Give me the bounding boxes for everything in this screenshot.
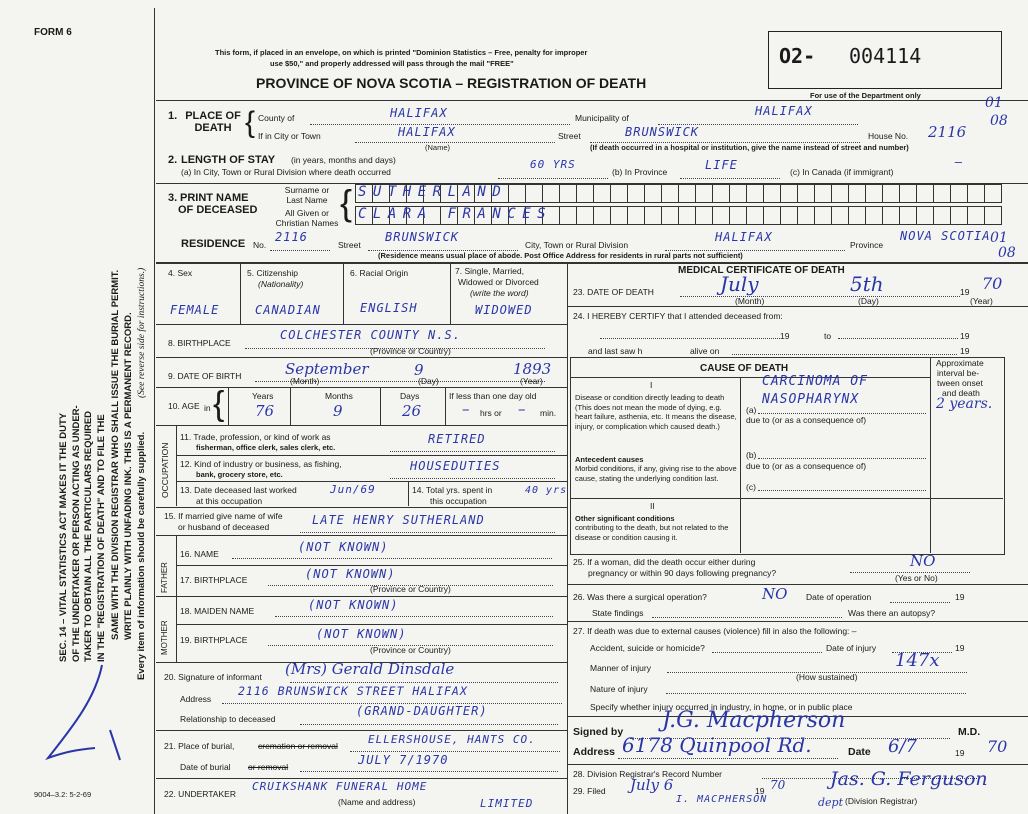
rule (680, 296, 960, 297)
preg-label-1: 25. If a woman, did the death occur either during (573, 557, 756, 567)
envelope-note-1: This form, if placed in an envelope, on which is printed "Dominion Statistics – Free, penalty for improper (215, 48, 588, 57)
filed-label: 29. Filed (573, 786, 606, 796)
residence-no: 2116 (275, 230, 308, 244)
stay-label: LENGTH OF STAY (181, 154, 276, 166)
industry-label-1: 12. Kind of industry or business, as fishing, (180, 459, 342, 469)
rule (666, 693, 966, 694)
rule (300, 724, 558, 725)
rule (680, 178, 780, 179)
date-nineteen: 19 (955, 748, 965, 758)
residence-label: RESIDENCE (181, 238, 246, 250)
marital-label-3: (write the word) (470, 288, 529, 298)
medical-header: MEDICAL CERTIFICATE OF DEATH (678, 265, 845, 276)
house-label: House No. (868, 131, 909, 141)
rule (567, 306, 1028, 307)
marital-label-1: 7. Single, Married, (455, 266, 524, 276)
rule (270, 250, 330, 251)
rule (156, 535, 567, 536)
manner-value: 147x (895, 650, 940, 671)
mother-birth-label: 19. BIRTHPLACE (180, 635, 248, 645)
dob-day-hint: (Day) (418, 376, 439, 386)
age-label: 10. AGE (168, 401, 200, 411)
place-num: 1. (168, 110, 178, 122)
form-title: PROVINCE OF NOVA SCOTIA – REGISTRATION OF DEATH (256, 75, 647, 91)
city-label: If in City or Town (258, 131, 321, 141)
mother-name-value: (NOT KNOWN) (308, 598, 399, 612)
hrs-or-label: hrs or (480, 408, 502, 418)
findings-label: State findings (592, 608, 644, 618)
months-value: 9 (333, 402, 343, 420)
rule (290, 682, 558, 683)
rule (712, 652, 822, 653)
due-to-2: due to (or as a consequence of) (746, 461, 867, 471)
cause-a-label: (a) (746, 405, 757, 415)
citizenship-label: 5. Citizenship (247, 268, 299, 278)
stay-c-label: (c) In Canada (if immigrant) (790, 167, 894, 177)
relationship-label: Relationship to deceased (180, 714, 276, 724)
rule (390, 451, 555, 452)
signed-value: J.G. Macpherson (662, 708, 846, 733)
burial-date: JULY 7/1970 (358, 753, 449, 767)
residence-province-label: Province (850, 240, 884, 250)
margin-checkmark (40, 660, 130, 770)
dod-year: 70 (982, 274, 1003, 293)
citizenship-hint: (Nationality) (258, 279, 304, 289)
days-label: Days (400, 391, 420, 401)
rule (176, 535, 177, 662)
mother-prov-hint: (Province or Country) (370, 645, 451, 655)
father-prov-hint: (Province or Country) (370, 584, 451, 594)
side-instructions (58, 405, 108, 662)
burial-cremation: cremation or removal (258, 741, 338, 751)
rule (380, 387, 381, 425)
date-op-label: Date of operation (806, 592, 872, 602)
father-name-label: 16. NAME (180, 549, 219, 559)
antecedent-desc: Morbid conditions, if any, giving rise to the above cause, stating the underlying condition last. (575, 464, 737, 483)
registrar-signature: Jas. G. Ferguson (830, 768, 988, 790)
interval-label-2: interval be- (937, 368, 980, 378)
rule (176, 481, 567, 482)
given-value: CLARA FRANCES (358, 206, 553, 222)
certify-nineteen-2: 19 (960, 331, 970, 341)
rule (156, 730, 567, 731)
md-label: M.D. (958, 726, 981, 738)
filed-value: July 6 (630, 776, 674, 794)
direct-label: Disease or condition directly leading to death (This does not mean the mode of dying, e.g. heart failure, asthenia, etc. It means the disease, injury, or complication which caused death.) (575, 393, 737, 431)
rule (156, 357, 567, 358)
rule (567, 584, 1028, 585)
certify-label: 24. I HEREBY CERTIFY that I attended deceased from: (573, 311, 783, 321)
less-day-label: If less than one day old (449, 391, 537, 401)
cause-header: CAUSE OF DEATH (700, 363, 789, 374)
last-saw-label: and last saw h (588, 346, 643, 356)
rule (275, 616, 553, 617)
residence-city: HALIFAX (715, 230, 773, 244)
city-value: HALIFAX (398, 125, 456, 139)
municipality-label: Municipality of (575, 113, 629, 123)
trade-value: RETIRED (428, 432, 486, 446)
dod-month: July (720, 272, 759, 296)
place-code-2: 08 (990, 113, 1008, 129)
dept-signature-note: dept (818, 796, 844, 809)
stay-hint: (in years, months and days) (291, 155, 396, 165)
surname-label-2: Last Name (286, 195, 328, 205)
date-year: 70 (987, 737, 1008, 756)
other-label: Other significant conditions (575, 514, 675, 523)
rule (228, 387, 229, 425)
spouse-value: LATE HENRY SUTHERLAND (312, 513, 485, 527)
burial-place: ELLERSHOUSE, HANTS CO. (368, 733, 536, 746)
roman-1: I (650, 380, 653, 390)
days-value: 26 (402, 402, 422, 420)
dod-label: 23. DATE OF DEATH (573, 287, 654, 297)
rule (300, 532, 555, 533)
surgery-label: 26. Was there a surgical operation? (573, 592, 707, 602)
rule (343, 262, 344, 324)
mother-side-label: MOTHER (160, 620, 169, 655)
side-line-2: OF THE UNDERTAKER OR PERSON ACTING AS UNDER- (70, 405, 82, 662)
rule (355, 142, 555, 143)
how-sustained: (How sustained) (796, 672, 858, 682)
address-value: 6178 Quinpool Rd. (622, 733, 812, 757)
autopsy-label: Was there an autopsy? (848, 608, 936, 618)
rule (232, 558, 552, 559)
side-line-7: (See reverse side for instructions.) (137, 267, 147, 398)
rule (390, 478, 555, 479)
interval-label-1: Approximate (936, 358, 984, 368)
roman-2: II (650, 501, 655, 511)
rule (240, 262, 241, 324)
dod-year-hint: (Year) (970, 296, 993, 306)
mother-birth-value: (NOT KNOWN) (316, 627, 407, 641)
address-label: Address (573, 746, 616, 758)
industry-label-2: bank, grocery store, etc. (196, 470, 283, 479)
side-line-4: IN THE "REGISTRATION OF DEATH" AND TO FILE THE (95, 414, 107, 662)
years-value: 76 (255, 402, 275, 420)
interval-label-3: tween onset (937, 378, 983, 388)
birthplace-hint: (Province or Country) (370, 346, 451, 356)
rule (156, 262, 1028, 264)
burial-place-label: 21. Place of burial, (164, 741, 235, 751)
filed-year: 70 (770, 778, 786, 792)
informant-sig-label: 20. Signature of informant (164, 672, 262, 682)
last-worked-value: Jun/69 (330, 483, 376, 496)
stay-a-value: 60 YRS (530, 158, 576, 171)
manner-label: Manner of injury (590, 663, 651, 673)
alive-nineteen: 19 (960, 346, 970, 356)
residence-street: BRUNSWICK (385, 230, 460, 244)
dod-day: 5th (850, 272, 884, 296)
surname-value: SUTHERLAND (358, 184, 508, 200)
birthplace-label: 8. BIRTHPLACE (168, 338, 231, 348)
county-value: HALIFAX (390, 106, 448, 120)
father-side-label: FATHER (160, 562, 169, 593)
certify-to: to (824, 331, 832, 341)
rule (740, 377, 741, 553)
yes-no-hint: (Yes or No) (895, 573, 938, 583)
rule (758, 413, 926, 414)
rule (445, 387, 446, 425)
dob-day: 9 (414, 361, 424, 379)
rule (758, 458, 926, 459)
min-label: min. (540, 408, 557, 418)
dob-label: 9. DATE OF BIRTH (168, 371, 242, 381)
name-hint: (Name) (425, 143, 451, 152)
undertaker-value-2: LIMITED (480, 797, 534, 810)
burial-or-removal: or removal (248, 762, 289, 772)
trade-label-1: 11. Trade, profession, or kind of work as (180, 432, 331, 442)
name-brace: { (340, 182, 353, 223)
rule (567, 621, 1028, 622)
side-line-3: TAKER TO OBTAIN ALL THE PARTICULARS REQUIRED (83, 410, 94, 662)
citizenship-value: CANADIAN (255, 303, 321, 317)
registration-prefix: O2- (779, 44, 816, 68)
name-label-1: PRINT NAME (180, 192, 249, 204)
name-num: 3. (168, 192, 178, 204)
rule (570, 498, 1003, 499)
father-birth-value: (NOT KNOWN) (305, 567, 396, 581)
rule (618, 758, 838, 759)
sex-label: 4. Sex (168, 268, 193, 278)
preg-value: NO (910, 552, 936, 570)
trade-label-2: fisherman, office clerk, sales clerk, etc. (196, 443, 336, 452)
informant-sig: (Mrs) Gerald Dinsdale (285, 660, 455, 678)
surgery-nineteen: 19 (955, 592, 965, 602)
nature-label: Nature of injury (590, 684, 648, 694)
age-brace: { (213, 385, 225, 423)
place-brace: { (245, 106, 256, 139)
rule (176, 425, 177, 506)
registration-number-box (768, 31, 1002, 89)
racial-value: ENGLISH (360, 301, 418, 315)
residence-street-label: Street (338, 240, 361, 250)
rule (570, 377, 930, 378)
residence-city-label: City, Town or Rural Division (525, 240, 629, 250)
cause-b-label: (b) (746, 450, 757, 460)
rule (567, 764, 1028, 765)
house-value: 2116 (928, 123, 967, 141)
injury-date-label: Date of injury (826, 643, 877, 653)
min-dash: – (518, 400, 526, 418)
residence-code: 01 (990, 230, 1008, 246)
side-line-1: SEC. 14 – VITAL STATISTICS ACT MAKES IT THE DUTY (58, 412, 69, 662)
stay-c-value: – (955, 155, 964, 169)
mother-name-label: 18. MAIDEN NAME (180, 606, 255, 616)
rule (156, 778, 567, 779)
registrar-hint: (Division Registrar) (845, 796, 918, 806)
rule (652, 617, 842, 618)
rule (890, 602, 950, 603)
rule (930, 357, 931, 553)
form-number: FORM 6 (34, 27, 72, 38)
date-value: 6/7 (888, 736, 917, 757)
rule (408, 481, 409, 506)
burial-date-label: Date of burial (180, 762, 231, 772)
filed-nineteen: 19 (755, 786, 765, 796)
cause-a-interval: 2 years. (936, 396, 993, 412)
rule (758, 490, 926, 491)
rule (732, 354, 957, 355)
given-label-1: All Given or (285, 208, 329, 218)
stay-b-value: LIFE (705, 158, 738, 172)
occupation-side-label: OCCUPATION (160, 442, 170, 498)
rule (600, 338, 780, 339)
rule (176, 624, 567, 625)
last-worked-label-2: at this occupation (196, 496, 263, 506)
rule (156, 425, 567, 426)
given-label-2: Christian Names (275, 218, 339, 228)
informant-address: 2116 BRUNSWICK STREET HALIFAX (238, 684, 468, 698)
dod-day-hint: (Day) (858, 296, 879, 306)
residence-note: (Residence means usual place of abode. Post Office Address for residents in rural parts not sufficient) (378, 251, 743, 260)
accident-label: Accident, suicide or homicide? (590, 643, 705, 653)
total-years-label-1: 14. Total yrs. spent in (412, 485, 493, 495)
spouse-label-2: or husband of deceased (178, 522, 270, 532)
residence-province: NOVA SCOTIA (900, 229, 991, 243)
stay-num: 2. (168, 154, 178, 166)
side-instructions-2 (110, 270, 135, 640)
marital-label-2: Widowed or Divorced (458, 277, 539, 287)
side-line-6: WRITE PLAINLY WITH UNFADING INK. THIS IS A PERMANENT RECORD. (122, 312, 134, 640)
side-line-5: SAME WITH THE DIVISION REGISTRAR WHO SHALL ISSUE THE BURIAL PERMIT. (110, 269, 121, 640)
rule (498, 178, 608, 179)
marital-value: WIDOWED (475, 303, 533, 317)
record-number-label: 28. Division Registrar's Record Number (573, 769, 723, 779)
informant-address-label: Address (180, 694, 212, 704)
undertaker-label: 22. UNDERTAKER (164, 789, 236, 799)
certify-nineteen-1: 19 (780, 331, 790, 341)
street-value: BRUNSWICK (625, 125, 700, 139)
cause-a-value-1: CARCINOMA OF (762, 374, 868, 389)
dod-nineteen: 19 (960, 287, 970, 297)
date-label: Date (848, 746, 871, 758)
total-years-value: 40 yrs (525, 485, 568, 496)
stay-b-label: (b) In Province (612, 167, 668, 177)
total-years-label-2: this occupation (430, 496, 487, 506)
injury-nineteen: 19 (955, 643, 965, 653)
registration-number: 004114 (849, 44, 922, 68)
stay-a-label: (a) In City, Town or Rural Division where death occurred (181, 167, 391, 177)
dept-signature: I. MACPHERSON (676, 794, 768, 805)
father-name-value: (NOT KNOWN) (298, 540, 389, 554)
undertaker-hint: (Name and address) (338, 797, 416, 807)
department-use-label: For use of the Department only (810, 91, 921, 100)
hospital-note: (If death occurred in a hospital or institution, give the name instead of street and number) (590, 143, 909, 152)
last-worked-label-1: 13. Date deceased last worked (180, 485, 297, 495)
undertaker-value: CRUIKSHANK FUNERAL HOME (252, 780, 428, 793)
rule (156, 324, 567, 325)
column-divider (567, 262, 568, 814)
rule (838, 338, 958, 339)
surname-label-1: Surname or (284, 185, 330, 195)
place-code: 01 (985, 95, 1003, 111)
industry-value: HOUSEDUTIES (410, 459, 501, 473)
preg-label-2: pregnancy or within 90 days following pregnancy? (588, 568, 777, 578)
relationship-value: (GRAND-DAUGHTER) (356, 704, 488, 718)
signed-label: Signed by (573, 726, 624, 738)
surgery-value: NO (762, 585, 788, 603)
external-label: 27. If death was due to external causes (violence) fill in also the following: – (573, 626, 857, 636)
alive-on-label: alive on (690, 346, 720, 356)
interval-label-4: and death (942, 388, 980, 398)
residence-code-2: 08 (998, 245, 1016, 261)
hrs-dash: – (462, 400, 470, 418)
due-to-1: due to (or as a consequence of) (746, 415, 867, 425)
sex-value: FEMALE (170, 303, 220, 317)
other-desc: contributing to the death, but not related to the disease or condition causing it. (575, 523, 729, 542)
cause-c-label: (c) (746, 482, 756, 492)
rule (350, 751, 560, 752)
rule (156, 507, 567, 508)
side-line-8: Every item of information should be carefully supplied. (136, 431, 147, 680)
rule (156, 100, 1028, 101)
rule (290, 387, 291, 425)
rule (450, 262, 451, 324)
years-label: Years (252, 391, 274, 401)
birthplace-value: COLCHESTER COUNTY N.S. (280, 328, 461, 342)
cause-a-value-2: NASOPHARYNX (762, 392, 860, 407)
rule (176, 455, 567, 456)
envelope-note-2: use $50," and properly addressed will pass through the mail "FREE" (270, 59, 514, 68)
place-label: PLACE OF DEATH (185, 110, 241, 134)
dob-year: 1893 (513, 360, 552, 378)
months-label: Months (325, 391, 353, 401)
father-birth-label: 17. BIRTHPLACE (180, 575, 248, 585)
dob-year-hint: (Year) (520, 376, 543, 386)
residence-no-label: No. (253, 240, 267, 250)
spouse-label-1: 15. If married give name of wife (164, 511, 283, 521)
left-margin-rule (154, 8, 155, 814)
racial-label: 6. Racial Origin (350, 268, 409, 278)
county-label: County of (258, 113, 295, 123)
rule (300, 771, 558, 772)
rule (156, 596, 567, 597)
specify-label: Specify whether injury occurred in industry, in home, or in public place (590, 702, 853, 712)
age-in: in (204, 403, 211, 413)
form-code: 9004–3.2: 5-2-69 (34, 790, 92, 799)
dod-month-hint: (Month) (735, 296, 765, 306)
dob-month: September (285, 360, 369, 378)
municipality-value: HALIFAX (755, 104, 813, 118)
antecedent-label: Antecedent causes (575, 455, 644, 464)
dob-month-hint: (Month) (290, 376, 320, 386)
street-label: Street (558, 131, 581, 141)
rule (176, 565, 567, 566)
name-label-2: OF DECEASED (178, 204, 258, 216)
